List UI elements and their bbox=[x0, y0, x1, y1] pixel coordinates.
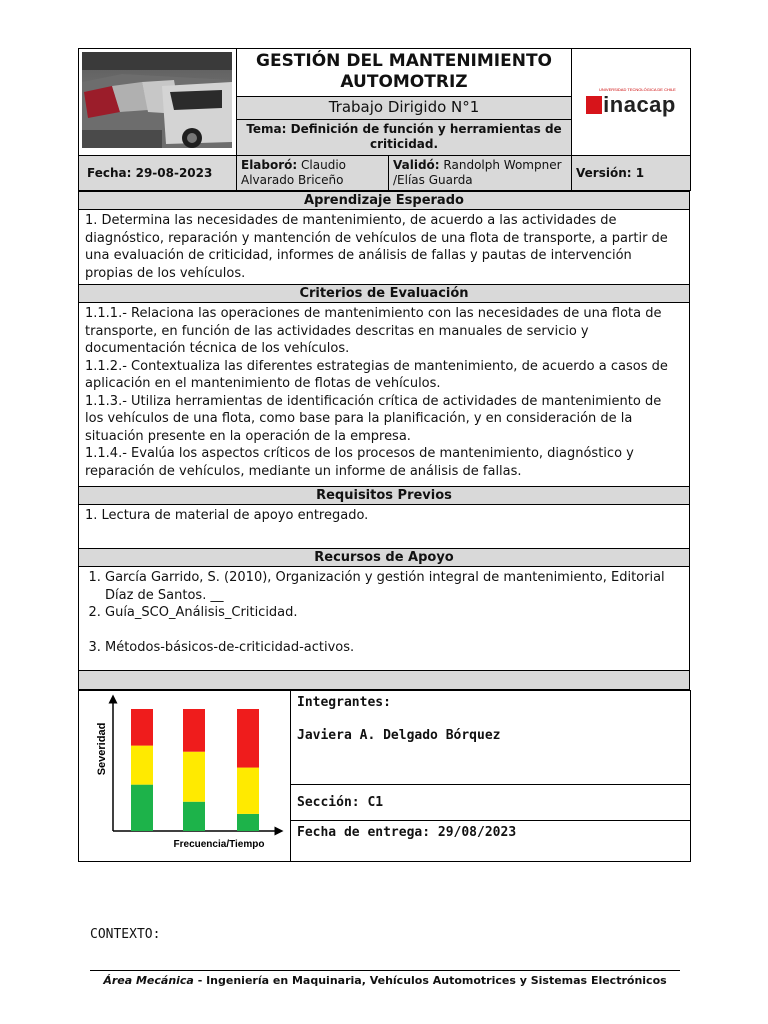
resource-item: 2. Guía_SCO_Análisis_Criticidad. bbox=[105, 604, 683, 622]
resources-body bbox=[79, 567, 690, 671]
members-cell bbox=[291, 691, 691, 785]
section-cell: Sección: C1 bbox=[291, 784, 691, 821]
date-cell bbox=[79, 156, 237, 191]
footer-rest: - Ingeniería en Maquinaria, Vehículos Automotrices y Sistemas Electrónicos bbox=[193, 974, 667, 987]
topic-value: Definición de función y herramientas de criticidad. bbox=[290, 121, 562, 151]
footer-text bbox=[90, 974, 680, 987]
context-label: CONTEXTO: bbox=[90, 927, 161, 942]
info-table bbox=[78, 690, 691, 862]
learning-text: 1. Determina las necesidades de mantenimiento, de acuerdo a las actividades de diagnóstico, reparación y mantención de vehículos de una flota de transporte, a partir de una evaluación de criticidad, informes de análisis de fallas y pautas de intervención propias de los vehículos. bbox=[79, 210, 690, 285]
learning-heading: Aprendizaje Esperado bbox=[79, 192, 690, 210]
bar-3-segment-2 bbox=[237, 768, 259, 814]
criteria-item: 1.1.1.- Relaciona las operaciones de mantenimiento con las necesidades de una flota de transporte, en función de las actividades descritas en manuales de servicio y documentación técnica de los vehículos. bbox=[85, 306, 662, 356]
chart-bars bbox=[131, 709, 259, 831]
bar-1-segment-3 bbox=[131, 709, 153, 746]
criteria-item: 1.1.4.- Evalúa los aspectos críticos de los procesos de mantenimiento, diagnóstico y reparación de vehículos, mediante un informe de análisis de fallas. bbox=[85, 446, 634, 479]
criticality-chart-cell bbox=[79, 691, 291, 862]
bar-1-segment-1 bbox=[131, 785, 153, 831]
version-value: 1 bbox=[635, 165, 645, 180]
author-label: Elaboró: bbox=[241, 158, 298, 172]
date-label: Fecha: bbox=[87, 165, 132, 180]
date-value: 29-08-2023 bbox=[135, 165, 213, 180]
cars-photo bbox=[79, 49, 237, 156]
bar-2-segment-3 bbox=[183, 709, 205, 752]
version-cell bbox=[572, 156, 691, 191]
bar-1-segment-2 bbox=[131, 746, 153, 785]
header-table bbox=[78, 48, 691, 191]
topic-label: Tema: bbox=[246, 121, 287, 136]
author-value: Claudio Alvarado Briceño bbox=[241, 158, 346, 187]
y-axis-label: Severidad bbox=[96, 722, 108, 776]
members-label: Integrantes: bbox=[297, 695, 391, 710]
criticality-chart bbox=[79, 691, 289, 857]
criteria-heading: Criterios de Evaluación bbox=[79, 285, 690, 303]
x-axis-label: Frecuencia/Tiempo bbox=[173, 839, 265, 850]
spacer-row bbox=[79, 671, 690, 690]
bar-2-segment-1 bbox=[183, 802, 205, 831]
logo-red-square bbox=[586, 96, 602, 114]
inacap-logo bbox=[586, 87, 676, 118]
document-subtitle: Trabajo Dirigido N°1 bbox=[237, 97, 572, 120]
resource-item: 3. Métodos-básicos-de-criticidad-activos. bbox=[105, 639, 683, 657]
validator-value: Randolph Wompner /Elías Guarda bbox=[393, 158, 562, 187]
topic-cell bbox=[237, 119, 572, 155]
logo-cell bbox=[572, 49, 691, 156]
prerequisites-text: 1. Lectura de material de apoyo entregado. bbox=[79, 505, 690, 549]
bar-3-segment-1 bbox=[237, 814, 259, 831]
resources-heading: Recursos de Apoyo bbox=[79, 549, 690, 567]
validator-cell bbox=[389, 156, 572, 191]
members-value: Javiera A. Delgado Bórquez bbox=[297, 728, 501, 743]
bar-2-segment-2 bbox=[183, 752, 205, 802]
criteria-item: 1.1.3.- Utiliza herramientas de identificación crítica de actividades de mantenimiento de los vehículos de una flota, como base para la planificación, y en consideración de la situación presente en la operación de la empresa. bbox=[85, 393, 662, 444]
cars-photo-image bbox=[82, 52, 232, 148]
criteria-item: 1.1.2.- Contextualiza las diferentes estrategias de mantenimiento, de acuerdo a casos de aplicación en el mantenimiento de flotas de vehículos. bbox=[85, 358, 668, 391]
content-table bbox=[78, 191, 690, 690]
author-cell bbox=[237, 156, 389, 191]
logo-wordmark: inacap bbox=[603, 91, 676, 117]
bar-3-segment-3 bbox=[237, 709, 259, 768]
footer-area: Área Mecánica bbox=[103, 974, 194, 987]
footer-divider bbox=[90, 970, 680, 971]
resource-item: 1. García Garrido, S. (2010), Organización y gestión integral de mantenimiento, Editorial Díaz de Santos. __ bbox=[105, 569, 683, 604]
document-sheet bbox=[78, 48, 690, 862]
criteria-body bbox=[79, 303, 690, 487]
validator-label: Validó: bbox=[393, 158, 440, 172]
resources-list bbox=[85, 569, 683, 656]
prerequisites-heading: Requisitos Previos bbox=[79, 487, 690, 505]
logo-tagline: UNIVERSIDAD TECNOLÓGICA DE CHILE bbox=[599, 86, 676, 92]
document-title: GESTIÓN DEL MANTENIMIENTO AUTOMOTRIZ bbox=[237, 49, 572, 97]
version-label: Versión: bbox=[576, 165, 632, 180]
delivery-date-cell: Fecha de entrega: 29/08/2023 bbox=[291, 821, 691, 862]
